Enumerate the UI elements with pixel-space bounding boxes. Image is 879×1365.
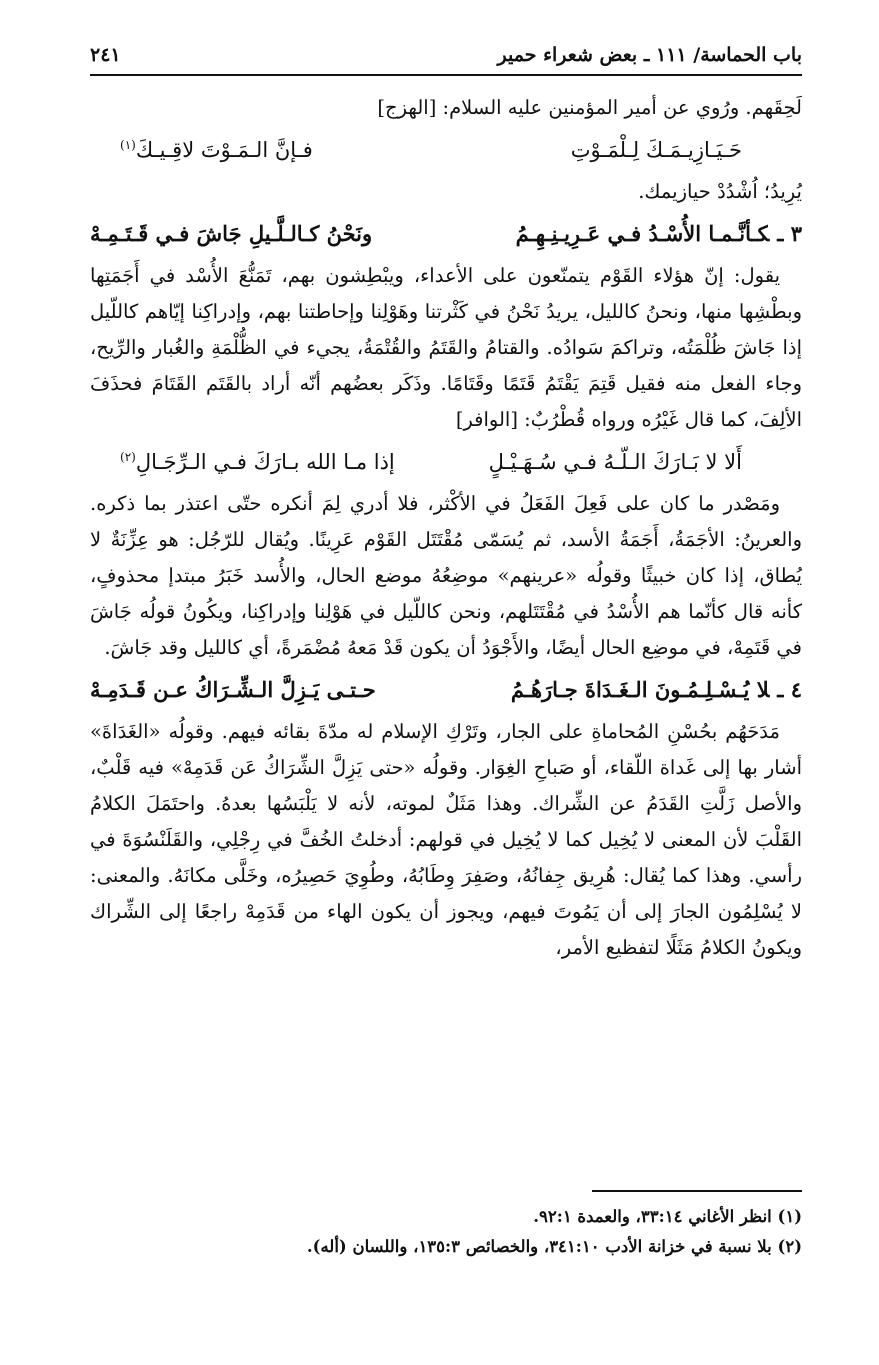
intro-line bbox=[90, 90, 802, 126]
verse-4-number: ٤ ـ bbox=[777, 677, 802, 702]
footnote-divider bbox=[592, 1190, 802, 1192]
page-number: ٢٤١ bbox=[90, 44, 121, 66]
verse-3-right-text: كـأنَّـمـا الأُسْـدُ فـي عَـرِيـنِـهِـمُ bbox=[515, 221, 770, 246]
verse-hemistich-left bbox=[120, 128, 313, 172]
verse-4 bbox=[90, 668, 802, 712]
verse-hemistich-left-text: فـإنَّ الـمَـوْتَ لاقِـيـكَ bbox=[135, 138, 313, 162]
quoted-verse-2-right: أَلا لا بَـارَكَ الـلّـهُ فـي سُـهَـيْـلٍ bbox=[488, 450, 742, 474]
gloss-line: يُرِيدُ؛ اُشْدُدْ حيازيمك. bbox=[638, 180, 802, 203]
verse-4-left: حـتـى يَـزِلَّ الـشِّـرَاكُ عـن قَـدَمِـهْ bbox=[90, 677, 376, 702]
running-title: باب الحماسة/ ١١١ ـ بعض شعراء حمير bbox=[497, 44, 802, 66]
verse-4-right bbox=[511, 668, 802, 712]
footnotes bbox=[90, 1190, 802, 1262]
commentary-3-text: يقول: إنّ هؤلاء القَوْم يتمنّعون على الأعداء، ويبْطِشون بهم، تَمَنُّعَ الأُسْد في أَجَمَتِها وبطْشِها منها، ونحنُ كالليل، يريدُ نَحْنُ في كَثْرتنا وهَوْلِنا وإحاطتنا بهم، وإدراكِنا إيّاهم كاللّيل إذا جَاشَ ظُلْمَتُه، وتراكمَ سَوادُه. والقتامُ والقَتَمُ والقُتْمَةُ، يجيء في الظُّلْمَةِ والغُبار والرِّيح، وجاء الفعل منه فقيل قَتِمَ يَقْتَمُ قَتَمًا وقَتَامًا. وذَكَر بعضُهم أنّه أراد بالقَتَم القَتَامَ فحذَفَ الألِفَ، كما قال غَيْرُه ورواه قُطْرُبٌ: bbox=[90, 264, 802, 431]
footnote-marker-2: (٢) bbox=[120, 450, 136, 464]
footnote-2: (٢) بلا نسبة في خزانة الأدب ١٠:‏٣٤١، والخصائص ٣:‏١٣٥، واللسان (أله). bbox=[306, 1237, 802, 1256]
verse-4-right-text: لا يُـسْـلِـمُـونَ الـغَـدَاةَ جـارَهُـمُ bbox=[510, 677, 770, 702]
quoted-verse-1 bbox=[90, 128, 802, 172]
quoted-verse-2-left bbox=[120, 440, 395, 484]
page-body bbox=[90, 90, 802, 966]
quoted-verse-2-left-text: إذا مـا الله بـارَكَ فـي الـرِّجَـالِ bbox=[135, 450, 395, 474]
verse-hemistich-right: حَـيَـازِيـمَـكَ لِـلْمَـوْتِ bbox=[570, 138, 742, 162]
meter-label-wafir: [الوافر] bbox=[455, 408, 518, 431]
intro-text: لَحِقَهم. ورُوي عن أمير المؤمنين عليه السلام: bbox=[442, 96, 802, 119]
footnote-1: (١) انظر الأغاني ١٤:‏٣٣، والعمدة ١:‏٩٢. bbox=[533, 1207, 802, 1226]
meter-label-hazaj: [الهزج] bbox=[377, 96, 437, 119]
book-page bbox=[90, 38, 802, 966]
verse-3-number: ٣ ـ bbox=[777, 221, 802, 246]
commentary-4: مَدَحَهُم بحُسْنِ المُحاماةِ على الجار، وتَرْكِ الإسلام له مدّةَ بقائه فيهم. وقولُه «الغَدَاةَ» أشار بها إلى غَداة اللّقاء، أو صَباحِ الغِوَار. وقولُه «حتى يَزِلَّ الشِّرَاكُ عَن قَدَمِهْ» فيه قَلْبٌ، والأصل زَلَّتِ القَدَمُ عن الشِّراك. وهذا مَثَلٌ لموته، لأنه لا يَلْبَسُها بعدهُ. واحتَمَلَ الكلامُ القَلْبَ لأن المعنى لا يُخِيل كما لا يُخِيل في قولهم: أدخلتُ الخُفَّ في رِجْلِي، والقَلَنْسُوَةَ في رأسي. وهذا كما يُقال: هُرِيق جِفانُهُ، وصَفِرَ وِطَابُهُ، وطُوِيَ حَصِيرُه، وخَلَّى مكانَهُ. والمعنى: لا يُسْلِمُون الجارَ إلى أن يَمُوتَ فيهم، ويجوز أن يكون الهاء من قَدَمِهْ راجعًا إلى الشِّراك ويكونُ الكلامُ مَثَلًا لتفظيع الأمر، bbox=[90, 720, 802, 959]
commentary-3 bbox=[90, 258, 802, 438]
verse-3 bbox=[90, 212, 802, 256]
commentary-3b: ومَصْدر ما كان على فَعِلَ الفَعَلُ في الأكْثر، فلا أدري لِمَ أنكره حتّى اعتذر بما ذكره. والعرينُ: الأجَمَةُ، أَجَمَةُ الأسد، ثم يُسَمّى مُقْتَتَل القَوْم عَرِينًا. ويُقال للرّجُل: هو عِزِّنَةٌ لا يُطاق، إذا كان خبيثًا وقولُه «عرينهم» موضِعُهُ موضع الحال، والأُسد خَبَرُ مبتدإ محذوفٍ، كأنه قال كأنّما هم الأُسْدُ في مُقْتَتَلهم، ونحن كاللّيل في هَوْلِنا وإدراكِنا، ويكُونُ قولُه جَاشَ في قَتَمِهْ، في موضِع الحال أيضًا، والأَجْوَدُ أن يكون قَدْ مَعهُ مُضْمَرةً، أي كالليل وقد جَاشَ. bbox=[90, 492, 802, 659]
verse-3-right bbox=[516, 212, 802, 256]
footnote-marker-1: (١) bbox=[120, 138, 136, 152]
verse-3-left: ونَحْنُ كـالـلَّـيلِ جَاشَ فـي قَـتَـمِـهْ bbox=[90, 221, 373, 246]
quoted-verse-2 bbox=[90, 440, 802, 484]
page-header bbox=[90, 38, 802, 76]
